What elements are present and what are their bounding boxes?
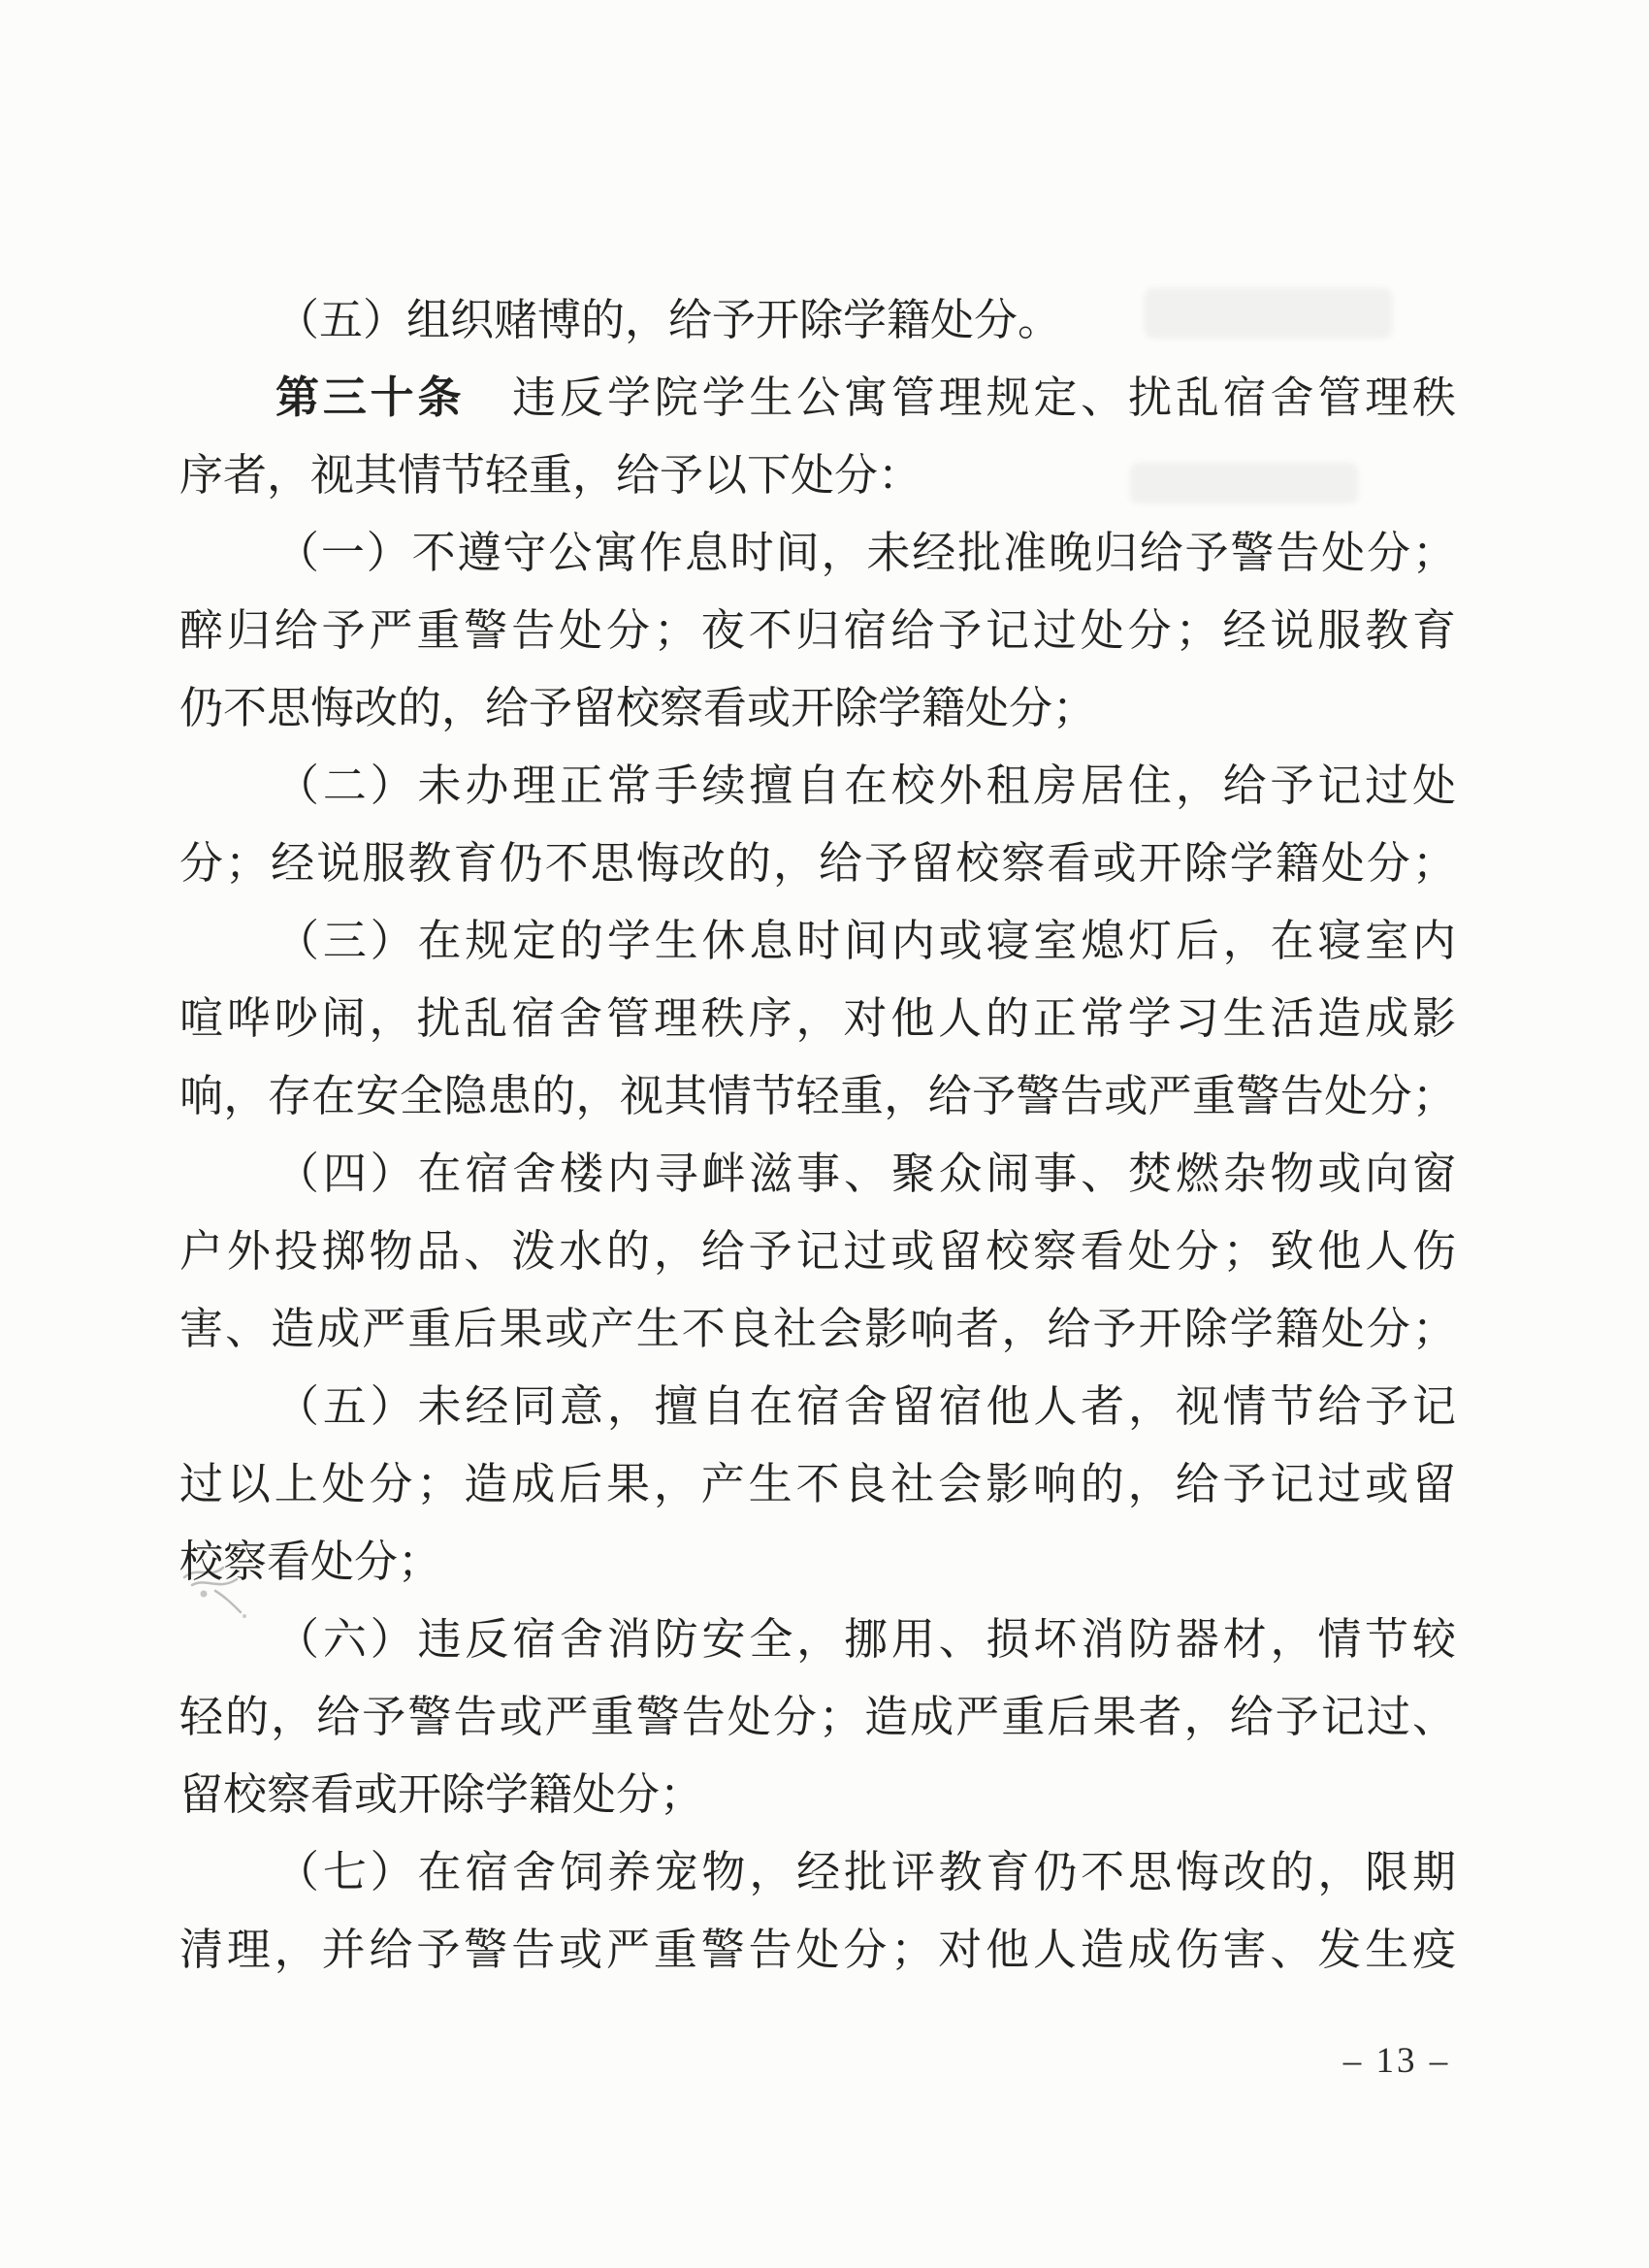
text-line bbox=[179, 825, 1456, 902]
line-text: 轻的，给予警告或严重警告处分；造成严重后果者，给予记过、 bbox=[179, 1693, 1456, 1741]
line-text: 户外投掷物品、泼水的，给予记过或留校察看处分；致他人伤 bbox=[179, 1227, 1456, 1276]
line-text: 仍不思悔改的，给予留校察看或开除学籍处分； bbox=[179, 684, 1097, 732]
line-text: 过以上处分；造成后果，产生不良社会影响的，给予记过或留 bbox=[179, 1460, 1456, 1508]
text-line bbox=[179, 1290, 1456, 1368]
text-block bbox=[179, 281, 1456, 1989]
text-line bbox=[179, 747, 1456, 825]
line-text: 违反学院学生公寓管理规定、扰乱宿舍管理秩 bbox=[465, 373, 1456, 422]
line-text: （七）在宿舍饲养宠物，经批评教育仍不思悔改的，限期 bbox=[275, 1848, 1456, 1896]
line-text: （五）未经同意，擅自在宿舍留宿他人者，视情节给予记 bbox=[275, 1382, 1456, 1431]
text-line bbox=[179, 281, 1456, 359]
text-line bbox=[179, 592, 1456, 669]
line-text: 响，存在安全隐患的，视其情节轻重，给予警告或严重警告处分； bbox=[179, 1072, 1456, 1120]
text-line bbox=[179, 437, 1456, 514]
line-text: （一）不遵守公寓作息时间，未经批准晚归给予警告处分； bbox=[275, 529, 1456, 577]
text-line bbox=[179, 359, 1456, 437]
text-line bbox=[179, 980, 1456, 1057]
text-line bbox=[179, 1135, 1456, 1213]
text-line bbox=[179, 1057, 1456, 1135]
line-text: 留校察看或开除学籍处分； bbox=[179, 1770, 704, 1819]
line-text: （三）在规定的学生休息时间内或寝室熄灯后，在寝室内 bbox=[275, 917, 1456, 965]
line-text: 校察看处分； bbox=[179, 1538, 442, 1586]
line-text: （二）未办理正常手续擅自在校外租房居住，给予记过处 bbox=[275, 761, 1456, 810]
text-line bbox=[179, 1523, 1456, 1601]
line-text: 清理，并给予警告或严重警告处分；对他人造成伤害、发生疫 bbox=[179, 1926, 1456, 1974]
text-line bbox=[179, 1445, 1456, 1523]
line-text: 醉归给予严重警告处分；夜不归宿给予记过处分；经说服教育 bbox=[179, 606, 1456, 655]
text-line bbox=[179, 1833, 1456, 1911]
text-line bbox=[179, 1213, 1456, 1290]
text-line bbox=[179, 1678, 1456, 1756]
text-line bbox=[179, 1368, 1456, 1445]
line-text: 害、造成严重后果或产生不良社会影响者，给予开除学籍处分； bbox=[179, 1305, 1456, 1353]
text-line bbox=[179, 1601, 1456, 1678]
line-text: （六）违反宿舍消防安全，挪用、损坏消防器材，情节较 bbox=[275, 1615, 1456, 1664]
article-number-text: 第三十条 bbox=[275, 373, 466, 422]
text-line bbox=[179, 669, 1456, 747]
line-text: 喧哗吵闹，扰乱宿舍管理秩序，对他人的正常学习生活造成影 bbox=[179, 994, 1456, 1043]
page-number: – 13 – bbox=[1342, 2041, 1451, 2081]
line-text: 分；经说服教育仍不思悔改的，给予留校察看或开除学籍处分； bbox=[179, 839, 1456, 888]
text-line bbox=[179, 1756, 1456, 1833]
line-text: （五）组织赌博的，给予开除学籍处分。 bbox=[275, 296, 1062, 344]
text-line bbox=[179, 514, 1456, 592]
line-text: 序者，视其情节轻重，给予以下处分： bbox=[179, 451, 922, 500]
text-line bbox=[179, 1911, 1456, 1989]
line-text: （四）在宿舍楼内寻衅滋事、聚众闹事、焚燃杂物或向窗 bbox=[275, 1150, 1456, 1198]
text-line bbox=[179, 902, 1456, 980]
